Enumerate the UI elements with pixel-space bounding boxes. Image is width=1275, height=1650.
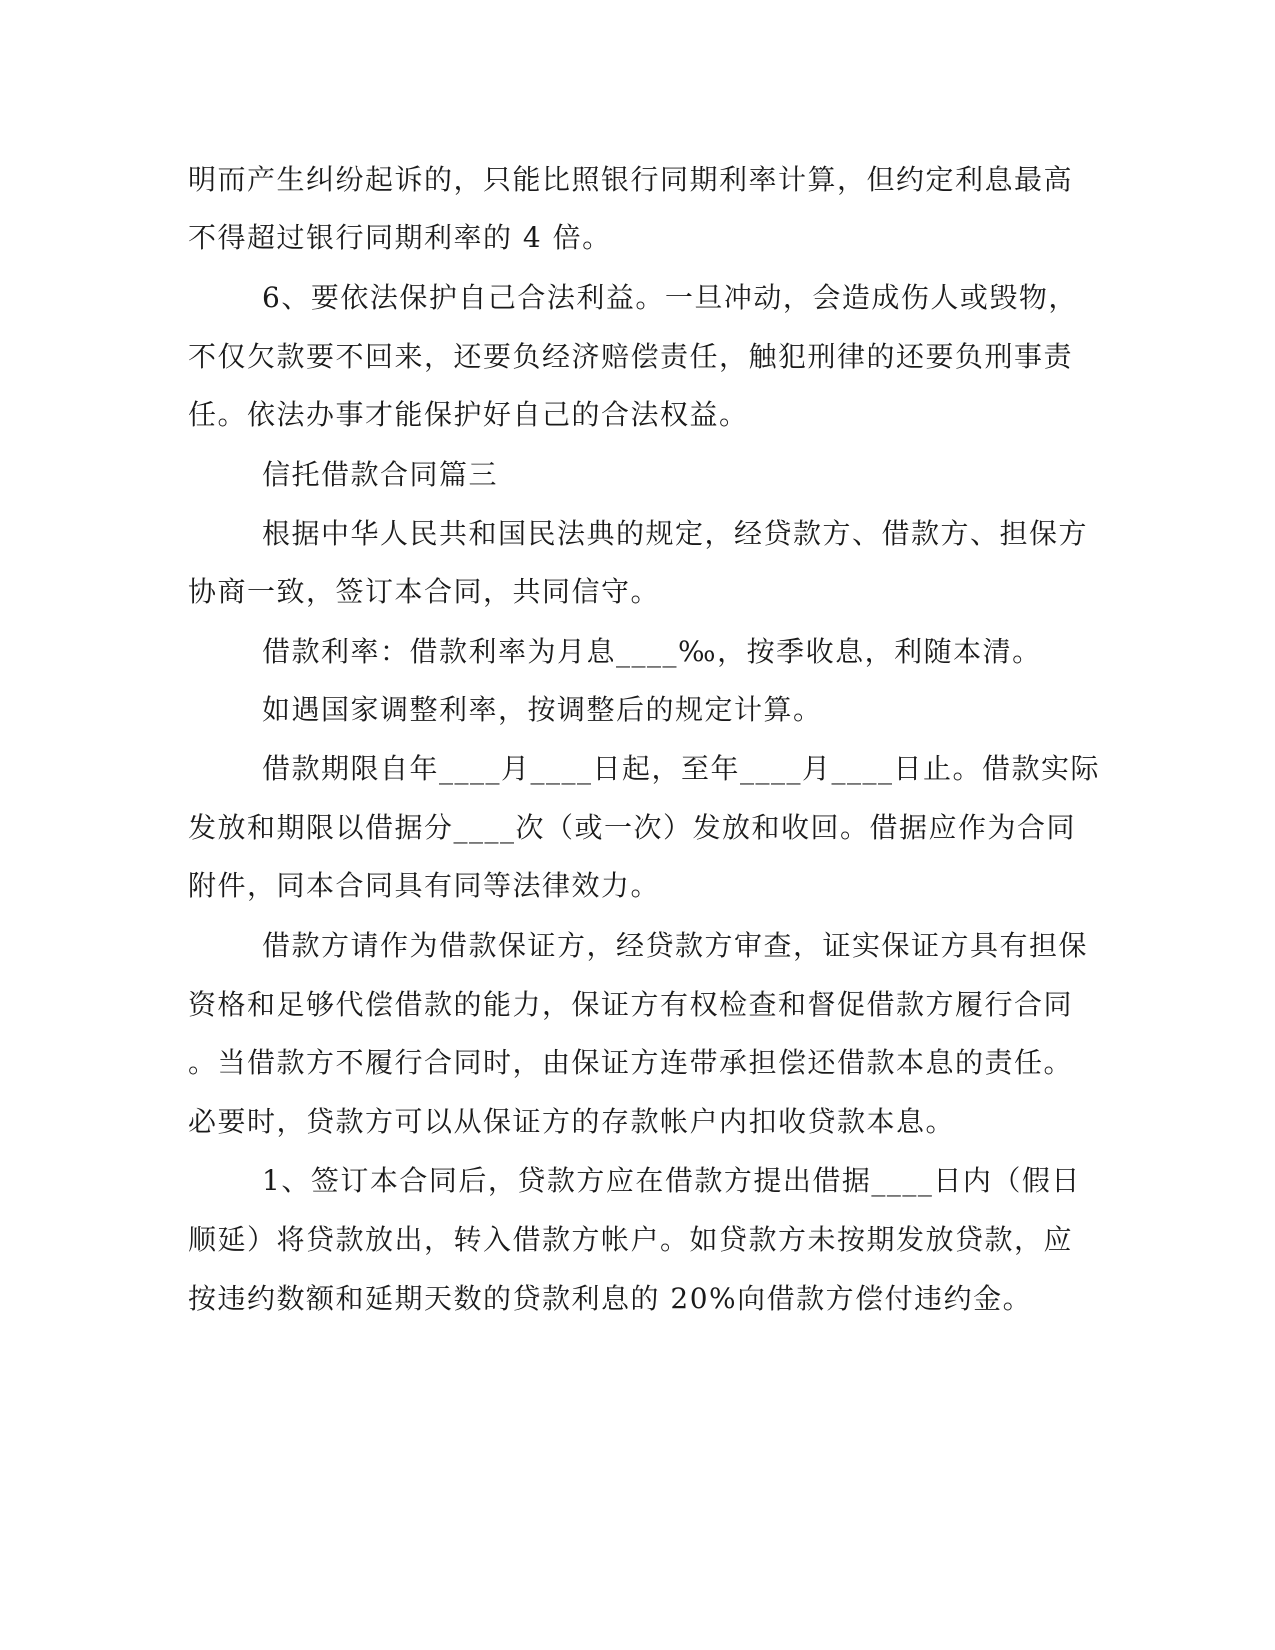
text-line: 不仅欠款要不回来，还要负经济赔偿责任，触犯刑律的还要负刑事责	[188, 340, 1074, 373]
text-line: 附件，同本合同具有同等法律效力。	[188, 869, 661, 902]
section-heading: 信托借款合同篇三	[262, 458, 499, 491]
paragraph-start: 1、签订本合同后，贷款方应在借款方提出借据____日内（假日	[262, 1164, 1081, 1197]
text-line: 任。依法办事才能保护好自己的合法权益。	[188, 398, 749, 431]
paragraph-start: 借款利率：借款利率为月息____‰，按季收息，利随本清。	[262, 635, 1042, 668]
text-line: 明而产生纠纷起诉的，只能比照银行同期利率计算，但约定利息最高	[188, 163, 1074, 196]
text-line: 按违约数额和延期天数的贷款利息的 20%向借款方偿付违约金。	[188, 1282, 1033, 1315]
text-line: 发放和期限以借据分____次（或一次）发放和收回。借据应作为合同	[188, 811, 1077, 844]
text-line: 资格和足够代偿借款的能力，保证方有权检查和督促借款方履行合同	[188, 988, 1074, 1021]
text-line: 协商一致，签订本合同，共同信守。	[188, 575, 661, 608]
paragraph-start: 如遇国家调整利率，按调整后的规定计算。	[262, 693, 823, 726]
paragraph-start: 借款期限自年____月____日起，至年____月____日止。借款实际	[262, 752, 1101, 785]
paragraph-start: 6、要依法保护自己合法利益。一旦冲动，会造成伤人或毁物，	[262, 281, 1078, 314]
text-line: 必要时，贷款方可以从保证方的存款帐户内扣收贷款本息。	[188, 1105, 956, 1138]
text-line: 顺延）将贷款放出，转入借款方帐户。如贷款方未按期发放贷款，应	[188, 1223, 1074, 1256]
text-line: 。当借款方不履行合同时，由保证方连带承担偿还借款本息的责任。	[188, 1046, 1074, 1079]
paragraph-start: 借款方请作为借款保证方，经贷款方审查，证实保证方具有担保	[262, 929, 1089, 962]
text-line: 不得超过银行同期利率的 4 倍。	[188, 221, 612, 254]
paragraph-start: 根据中华人民共和国民法典的规定，经贷款方、借款方、担保方	[262, 517, 1089, 550]
